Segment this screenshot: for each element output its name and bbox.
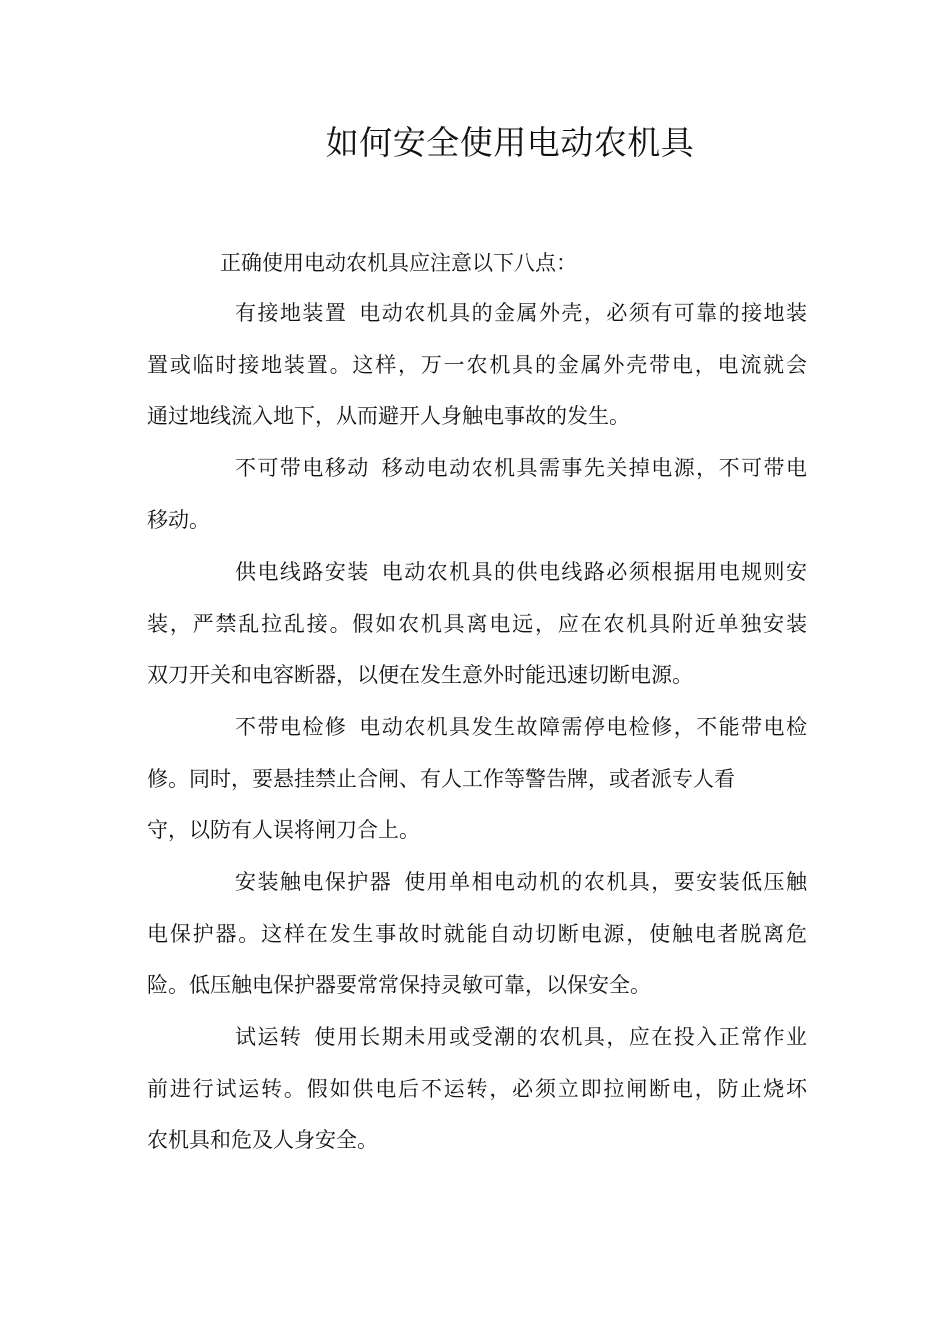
section-no-live-move	[147, 443, 807, 546]
section-first-line	[147, 702, 807, 754]
section-first-line	[147, 288, 807, 340]
section-line-text: 使用单相电动机的农机具，要安装低压触	[404, 870, 808, 894]
section-line: 装，严禁乱拉乱接。假如农机具离电远，应在农机具附近单独安装	[147, 611, 807, 636]
section-heading: 不可带电移动	[235, 456, 370, 480]
section-power-line-install	[147, 547, 807, 702]
section-line: 移动。	[147, 507, 210, 532]
section-line: 农机具和危及人身安全。	[147, 1128, 378, 1153]
section-line: 修。同时，要悬挂禁止合闸、有人工作等警告牌，或者派专人看	[147, 766, 735, 791]
section-line: 置或临时接地装置。这样，万一农机具的金属外壳带电，电流就会	[147, 352, 807, 377]
section-line: 守，以防有人误将闸刀合上。	[147, 818, 420, 843]
section-line: 电保护器。这样在发生事故时就能自动切断电源，使触电者脱离危	[147, 921, 807, 946]
intro-paragraph: 正确使用电动农机具应注意以下八点：	[220, 251, 577, 275]
section-line: 通过地线流入地下，从而避开人身触电事故的发生。	[147, 404, 630, 429]
section-first-line	[147, 443, 807, 495]
section-line-text: 移动电动农机具需事先关掉电源，不可带电	[381, 456, 807, 480]
section-heading: 不带电检修	[235, 715, 348, 739]
section-heading: 供电线路安装	[235, 560, 370, 584]
section-no-live-repair	[147, 702, 807, 857]
section-line-text: 电动农机具发生故障需停电检修，不能带电检	[359, 715, 808, 739]
section-first-line	[147, 857, 807, 909]
section-trial-run	[147, 1012, 807, 1167]
section-line-text: 电动农机具的供电线路必须根据用电规则安	[381, 560, 807, 584]
section-heading: 试运转	[235, 1025, 303, 1049]
section-line-text: 使用长期未用或受潮的农机具，应在投入正常作业	[314, 1025, 807, 1049]
section-line: 险。低压触电保护器要常常保持灵敏可靠，以保安全。	[147, 973, 651, 998]
section-grounding	[147, 288, 807, 443]
section-line: 前进行试运转。假如供电后不运转，必须立即拉闸断电，防止烧坏	[147, 1076, 807, 1101]
section-line: 双刀开关和电容断器，以便在发生意外时能迅速切断电源。	[147, 663, 693, 688]
section-shock-protector	[147, 857, 807, 1012]
section-first-line	[147, 1012, 807, 1064]
section-heading: 安装触电保护器	[235, 870, 393, 894]
document-title: 如何安全使用电动农机具	[325, 123, 695, 162]
section-heading: 有接地装置	[235, 301, 348, 325]
section-first-line	[147, 547, 807, 599]
section-line-text: 电动农机具的金属外壳，必须有可靠的接地装	[359, 301, 808, 325]
